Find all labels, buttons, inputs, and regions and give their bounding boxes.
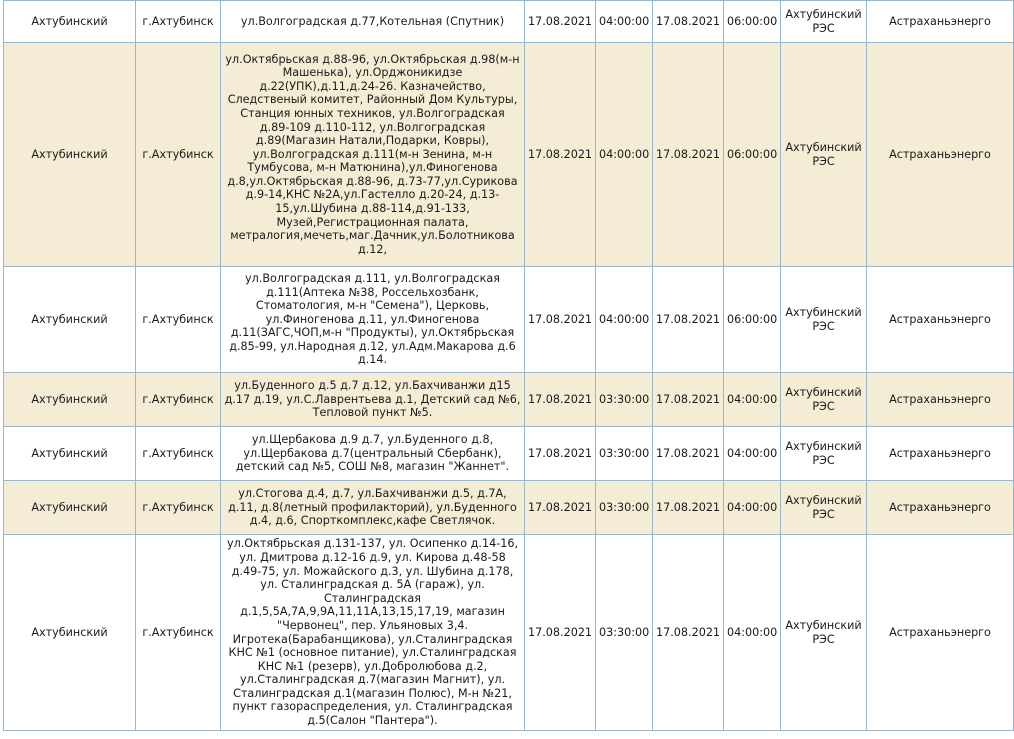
address-cell: ул.Октябрьская д.131-137, ул. Осипенко д.14-16, ул. Дмитрова д.12-16 д.9, ул. Кирова д.48-58 д.49-75, ул. Можайского д.3, ул. Шубина д.178, ул. Сталинградская д. 5А (гараж), ул. Сталинградская д.1,5,5А,7А,9,9А,11,11А,13,15,17,19, магазин "Червонец", пер. Ульяновых 3,4. Игротека(Барабанщикова), ул.Сталинградская КНС №1 (основное питание), ул.Сталинградская КНС №1 (резерв), ул.Добролюбова д.2, ул.Сталинградская д.7(магазин Магнит), ул. Сталинградская д.1(магазин Полюс), М-н №21, пункт газораспределения, ул. Сталинградская д.5(Салон "Пантера"). <box>221 535 525 731</box>
district-cell: Ахтубинский <box>4 481 136 535</box>
address-cell: ул.Щербакова д.9 д.7, ул.Буденного д.8, ул.Щербакова д.7(центральный Сбербанк), детский сад №5, СОШ №8, магазин "Жаннет". <box>221 427 525 481</box>
organization-cell: Астраханьэнерго <box>867 267 1014 373</box>
res-cell: Ахтубинский РЭС <box>781 481 867 535</box>
start-date-cell: 17.08.2021 <box>525 267 596 373</box>
settlement-cell: г.Ахтубинск <box>136 267 221 373</box>
organization-cell: Астраханьэнерго <box>867 1 1014 43</box>
end-date-cell: 17.08.2021 <box>653 43 724 267</box>
start-date-cell: 17.08.2021 <box>525 1 596 43</box>
end-date-cell: 17.08.2021 <box>653 267 724 373</box>
res-cell: Ахтубинский РЭС <box>781 373 867 427</box>
res-cell: Ахтубинский РЭС <box>781 267 867 373</box>
res-cell: Ахтубинский РЭС <box>781 1 867 43</box>
res-cell: Ахтубинский РЭС <box>781 427 867 481</box>
start-time-cell: 03:30:00 <box>596 535 653 731</box>
table-row <box>4 267 1014 373</box>
address-cell: ул.Волгоградская д.77,Котельная (Спутник) <box>221 1 525 43</box>
table-row <box>4 1 1014 43</box>
district-cell: Ахтубинский <box>4 267 136 373</box>
district-cell: Ахтубинский <box>4 43 136 267</box>
start-date-cell: 17.08.2021 <box>525 43 596 267</box>
start-date-cell: 17.08.2021 <box>525 427 596 481</box>
end-time-cell: 06:00:00 <box>724 43 781 267</box>
address-cell: ул.Буденного д.5 д.7 д.12, ул.Бахчиванжи д15 д.17 д.19, ул.С.Лаврентьева д.1, Детский сад №6, Тепловой пункт №5. <box>221 373 525 427</box>
end-date-cell: 17.08.2021 <box>653 481 724 535</box>
address-cell: ул.Стогова д.4, д.7, ул.Бахчиванжи д.5, д.7А, д.11, д.8(летный профилакторий), ул.Буденного д.4, д.6, Спорткомплекс,кафе Светлячок. <box>221 481 525 535</box>
start-time-cell: 04:00:00 <box>596 1 653 43</box>
res-cell: Ахтубинский РЭС <box>781 535 867 731</box>
organization-cell: Астраханьэнерго <box>867 535 1014 731</box>
settlement-cell: г.Ахтубинск <box>136 43 221 267</box>
district-cell: Ахтубинский <box>4 373 136 427</box>
start-date-cell: 17.08.2021 <box>525 481 596 535</box>
organization-cell: Астраханьэнерго <box>867 373 1014 427</box>
start-date-cell: 17.08.2021 <box>525 535 596 731</box>
address-cell: ул.Октябрьская д.88-96, ул.Октябрьская д.98(м-н Машенька), ул.Орджоникидзе д.22(УПК),д.11,д.24-26. Казначейство, Следственый комитет, Районный Дом Культуры, Станция юнных техников, ул.Волгоградская д.89-109 д.110-112, ул.Волгоградская д.89(Магазин Натали,Подарки, Ковры), ул.Волгоградская д.111(м-н Зенина, м-н Тумбусова, м-н Матюнина),ул.Финогенова д.8,ул.Октябрьская д.88-96, д.73-77,ул.Сурикова д.9-14,КНС №2А,ул.Гастелло д.20-24, д.13-15,ул.Шубина д.88-114,д.91-133, Музей,Регистрационная палата, метралогия,мечеть,маг.Дачник,ул.Болотникова д.12, <box>221 43 525 267</box>
organization-cell: Астраханьэнерго <box>867 481 1014 535</box>
district-cell: Ахтубинский <box>4 535 136 731</box>
start-time-cell: 03:30:00 <box>596 481 653 535</box>
start-date-cell: 17.08.2021 <box>525 373 596 427</box>
settlement-cell: г.Ахтубинск <box>136 1 221 43</box>
end-date-cell: 17.08.2021 <box>653 1 724 43</box>
start-time-cell: 03:30:00 <box>596 427 653 481</box>
end-time-cell: 04:00:00 <box>724 535 781 731</box>
organization-cell: Астраханьэнерго <box>867 427 1014 481</box>
end-date-cell: 17.08.2021 <box>653 427 724 481</box>
start-time-cell: 03:30:00 <box>596 373 653 427</box>
settlement-cell: г.Ахтубинск <box>136 427 221 481</box>
end-date-cell: 17.08.2021 <box>653 373 724 427</box>
end-time-cell: 04:00:00 <box>724 481 781 535</box>
start-time-cell: 04:00:00 <box>596 267 653 373</box>
res-cell: Ахтубинский РЭС <box>781 43 867 267</box>
table-row <box>4 43 1014 267</box>
settlement-cell: г.Ахтубинск <box>136 535 221 731</box>
settlement-cell: г.Ахтубинск <box>136 481 221 535</box>
end-date-cell: 17.08.2021 <box>653 535 724 731</box>
organization-cell: Астраханьэнерго <box>867 43 1014 267</box>
settlement-cell: г.Ахтубинск <box>136 373 221 427</box>
table-row <box>4 427 1014 481</box>
end-time-cell: 04:00:00 <box>724 373 781 427</box>
table-row <box>4 481 1014 535</box>
end-time-cell: 06:00:00 <box>724 1 781 43</box>
address-cell: ул.Волгоградская д.111, ул.Волгоградская д.111(Аптека №38, Россельхозбанк, Стоматология, м-н "Семена"), Церковь, ул.Финогенова д.11, ул.Финогенова д.11(ЗАГС,ЧОП,м-н "Продукты), ул.Октябрьская д.85-99, ул.Народная д.12, ул.Адм.Макарова д.6 д.14. <box>221 267 525 373</box>
outage-schedule-table <box>3 0 1014 731</box>
table-row <box>4 535 1014 731</box>
start-time-cell: 04:00:00 <box>596 43 653 267</box>
district-cell: Ахтубинский <box>4 1 136 43</box>
end-time-cell: 04:00:00 <box>724 427 781 481</box>
table-row <box>4 373 1014 427</box>
end-time-cell: 06:00:00 <box>724 267 781 373</box>
table-container <box>3 0 991 731</box>
district-cell: Ахтубинский <box>4 427 136 481</box>
